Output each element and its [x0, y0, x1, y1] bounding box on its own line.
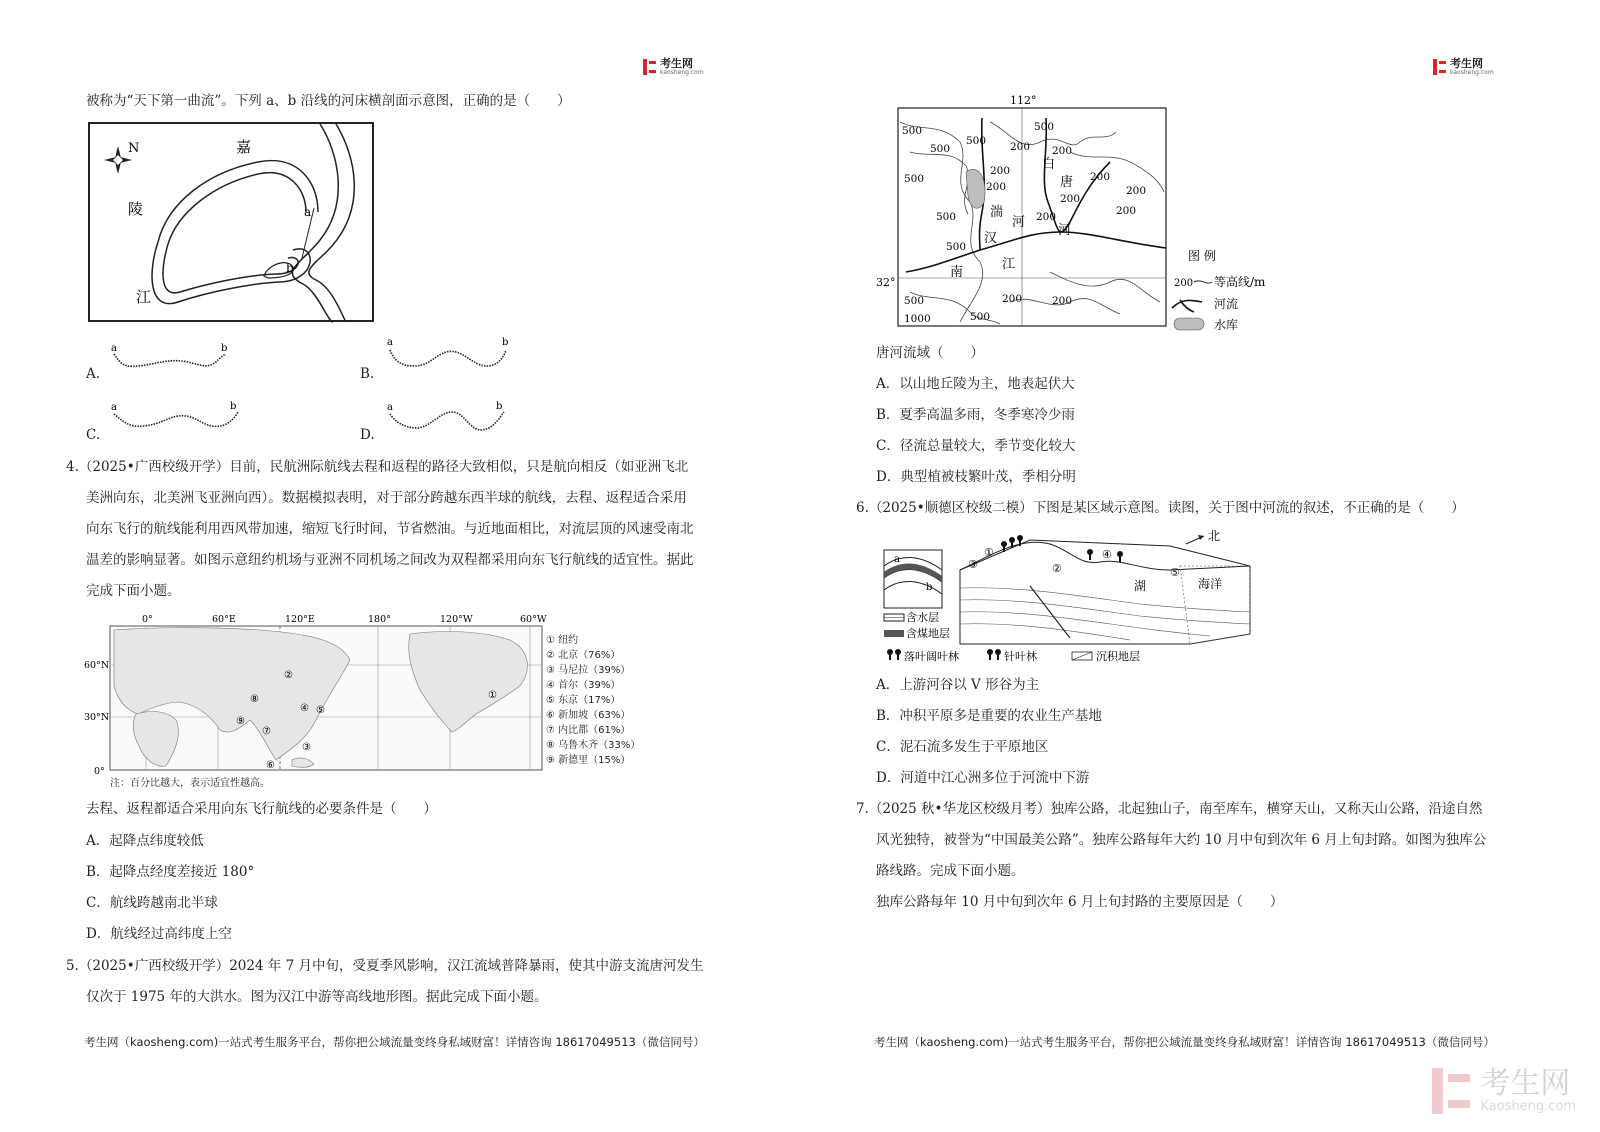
q7-stem-line-1: 7.（2025 秋•华龙区校级月考）独库公路，北起独山子，南至库车，横穿天山，又称天山公路，沿途自然	[856, 801, 1483, 817]
q4-option-d: D．航线经过高纬度上空	[86, 926, 232, 942]
svg-text:⑧: ⑧	[250, 694, 259, 705]
svg-text:④: ④	[300, 703, 309, 714]
q3-intro-line: 被称为“天下第一曲流”。下列 a、b 沿线的河床横剖面示意图，正确的是（ ）	[86, 93, 571, 109]
svg-text:0°: 0°	[94, 766, 105, 777]
svg-text:60°N: 60°N	[84, 660, 110, 671]
svg-text:200: 200	[1126, 185, 1147, 197]
svg-text:500: 500	[946, 241, 967, 253]
q4-option-b: B．起降点经度差接近 180°	[86, 864, 255, 880]
left-footer: 考生网（kaosheng.com)一站式考生服务平台，帮你把公域流量变终身私域财富！详情咨询 18617049513（微信同号）	[84, 1035, 705, 1049]
svg-text:落叶阔叶林: 落叶阔叶林	[904, 650, 959, 663]
q5-stem-line-1: 5.（2025•广西校级开学）2024 年 7 月中旬，受夏季风影响，汉江流域普降暴雨，使其中游支流唐河发生	[66, 958, 704, 974]
svg-text:120°W: 120°W	[440, 614, 473, 625]
svg-text:500: 500	[966, 135, 987, 147]
kaosheng-logo-right: 考生网 kaosheng.com	[1433, 58, 1494, 76]
q4-question: 去程、返程都适合采用向东飞行航线的必要条件是（ ）	[86, 801, 437, 817]
svg-text:200: 200	[1036, 211, 1057, 223]
svg-text:500: 500	[930, 143, 951, 155]
point-a-label: a	[304, 205, 312, 219]
q5-option-c: C．径流总量较大，季节变化较大	[876, 438, 1076, 454]
svg-text:②: ②	[284, 670, 293, 681]
svg-text:500: 500	[1034, 121, 1055, 133]
q3-option-a-label: A.	[86, 366, 101, 382]
svg-text:⑥: ⑥	[266, 760, 275, 771]
lon-112-label: 112°	[1010, 94, 1037, 107]
svg-text:水库: 水库	[1214, 318, 1239, 332]
q5-option-b: B．夏季高温多雨，冬季寒冷少雨	[876, 407, 1075, 423]
svg-text:200: 200	[1174, 278, 1194, 289]
han-river-topo-map	[870, 92, 1270, 336]
world-route-map	[80, 610, 660, 790]
svg-text:b: b	[926, 582, 933, 593]
legend-singapore: ⑥ 新加坡（63%）	[546, 710, 631, 721]
svg-text:a: a	[387, 402, 393, 413]
svg-text:①: ①	[488, 690, 497, 701]
svg-text:500: 500	[936, 211, 957, 223]
q5-option-a: A．以山地丘陵为主，地表起伏大	[876, 376, 1075, 392]
left-page: 考生网 kaosheng.com 被称为“天下第一曲流”。下列 a、b 沿线的河床横剖面示意图，正确的是（ ） N 嘉 陵 江 a b A. a b B. a b C. a b D. a b 4.（2025•广西校级开学）目前，民航洲际航线去程和返程的路径大致相似，只是航向相反（如亚洲飞北 美洲向东，北美洲飞亚洲向西）。数据模拟表明，对于部分跨越东西半球的航线，去程、返程适合采用 向东飞行的航线能利用西风带加速，缩短飞行时间，节省燃油。与近地面相比，对流层顶的风速受南北 温差的影响显著。如图示意纽约机场与亚洲不同机场之间改为双程都采用向东飞行航线的适宜性。据此 完成下面小题。 0° 60°E 120°E 180° 120°W 60°W 60°N 30°N 0° ① ② ③ ④ ⑤ ⑥ ⑦ ⑧ ⑨ ① 纽约 ② 北京（76%） ③ 马尼拉（39%） ④ 首尔（39%） ⑤ 东京（17%） ⑥ 新加坡（63%） ⑦ 内比都（61%） ⑧ 乌鲁木齐（33%） ⑨ 新德里（15%） 注：百分比越大，表示适宜性越高。 去程、返程都适合采用向东飞行航线的必要条件是（ ） A．起降点纬度较低 B．起降点经度差接近 180° C．航线跨越南北半球 D．航线经过高纬度上空 5.（2025•广西校级开学）2024 年 7 月中旬，受夏季风影响，汉江流域普降暴雨，使其中游支流唐河发生 仅次于 1975 年的大洪水。图为汉江中游等高线地形图。据此完成下面小题。 考生网（kaosheng.com)一站式考生服务平台，帮你把公域流量变终身私域财富！详情咨询 18617049513（微信同号）	[66, 57, 705, 1049]
q6-option-b: B．冲积平原多是重要的农业生产基地	[876, 708, 1102, 724]
svg-text:汉: 汉	[984, 231, 998, 246]
svg-text:200: 200	[1090, 171, 1111, 183]
map-char-jia: 嘉	[236, 138, 252, 156]
svg-text:含水层: 含水层	[906, 611, 939, 624]
north-label: N	[128, 141, 140, 156]
svg-text:30°N: 30°N	[84, 712, 110, 723]
svg-text:200: 200	[1116, 205, 1137, 217]
kaosheng-logo-icon	[1433, 59, 1447, 75]
q3-option-b-label: B.	[360, 366, 375, 382]
svg-text:⑤: ⑤	[1170, 566, 1180, 579]
kaosheng-logo: 考生网 kaosheng.com	[643, 58, 704, 76]
svg-text:200: 200	[1052, 295, 1073, 307]
svg-text:200: 200	[1002, 293, 1023, 305]
svg-text:图 例: 图 例	[1188, 249, 1216, 263]
svg-text:180°: 180°	[368, 614, 391, 625]
svg-text:湍: 湍	[990, 205, 1004, 220]
svg-text:③: ③	[968, 558, 978, 571]
legend-seoul: ④ 首尔（39%）	[546, 680, 621, 691]
legend-tokyo: ⑤ 东京（17%）	[546, 695, 621, 706]
svg-text:河: 河	[1012, 215, 1026, 230]
map-char-jiang: 江	[136, 288, 152, 306]
map-note: 注：百分比越大，表示适宜性越高。	[110, 778, 270, 789]
svg-text:60°E: 60°E	[212, 614, 236, 625]
kaosheng-watermark: 考生网 Kaosheng.com	[1432, 1068, 1576, 1114]
lat-32-label: 32°	[876, 276, 896, 289]
svg-text:⑨: ⑨	[236, 716, 245, 727]
svg-text:针叶林: 针叶林	[1004, 650, 1037, 663]
legend-new-york: ① 纽约	[546, 635, 579, 646]
svg-text:0°: 0°	[142, 614, 153, 625]
svg-text:500: 500	[904, 173, 925, 185]
svg-text:120°E: 120°E	[285, 614, 315, 625]
block-diagram-graphic	[880, 526, 1260, 670]
svg-text:①: ①	[984, 546, 994, 559]
svg-text:200: 200	[1010, 141, 1031, 153]
svg-text:200: 200	[1060, 193, 1081, 205]
right-page	[800, 0, 1600, 1132]
svg-text:b: b	[230, 401, 237, 412]
q3-option-c-profile	[108, 398, 248, 438]
svg-text:湖: 湖	[1134, 579, 1147, 593]
svg-text:②: ②	[1052, 562, 1062, 575]
svg-text:500: 500	[904, 295, 925, 307]
svg-text:500: 500	[902, 125, 923, 137]
q5-option-d: D．典型植被枝繁叶茂，季相分明	[876, 469, 1076, 485]
q3-option-b-profile	[384, 336, 514, 378]
svg-text:江: 江	[1002, 257, 1016, 272]
svg-text:⑤: ⑤	[316, 705, 325, 716]
legend-new-delhi: ⑨ 新德里（15%）	[546, 755, 631, 766]
svg-text:a: a	[894, 554, 900, 565]
svg-text:a: a	[387, 337, 393, 348]
svg-text:唐: 唐	[1060, 175, 1074, 190]
svg-text:⑦: ⑦	[262, 726, 271, 737]
q7-question: 独库公路每年 10 月中旬到次年 6 月上旬封路的主要原因是（ ）	[876, 894, 1284, 910]
svg-text:含煤地层: 含煤地层	[906, 627, 950, 640]
q4-option-c: C．航线跨越南北半球	[86, 895, 218, 911]
svg-text:沉积地层: 沉积地层	[1096, 650, 1140, 663]
svg-text:200: 200	[986, 181, 1007, 193]
svg-text:b: b	[502, 337, 509, 348]
q4-option-a: A．起降点纬度较低	[86, 833, 204, 849]
legend-urumqi: ⑧ 乌鲁木齐（33%）	[546, 740, 641, 751]
svg-text:海洋: 海洋	[1198, 577, 1223, 591]
map-char-ling: 陵	[128, 200, 144, 218]
kaosheng-logo-icon	[643, 59, 657, 75]
svg-text:南: 南	[950, 265, 964, 280]
q3-option-c-label: C.	[86, 427, 101, 443]
svg-text:1000: 1000	[904, 313, 931, 325]
svg-text:白: 白	[1042, 157, 1056, 172]
svg-text:b: b	[221, 343, 228, 354]
legend-naypyidaw: ⑦ 内比都（61%）	[546, 725, 631, 736]
svg-text:200: 200	[990, 165, 1011, 177]
q6-option-a: A．上游河谷以 V 形谷为主	[876, 677, 1040, 693]
q5-question: 唐河流域（ ）	[876, 345, 984, 361]
legend-beijing: ② 北京（76%）	[546, 650, 621, 661]
q6-stem: 6.（2025•顺德区校级二模）下图是某区域示意图。读图，关于图中河流的叙述，不正确的是（ ）	[856, 500, 1465, 516]
svg-text:60°W: 60°W	[520, 614, 547, 625]
q7-stem-line-2: 风光独特，被誉为“中国最美公路”。独库公路每年大约 10 月中旬到次年 6 月上旬封路。如图为独库公	[876, 832, 1487, 848]
region-block-diagram	[880, 526, 1260, 670]
svg-text:a: a	[111, 343, 117, 354]
legend-manila: ③ 马尼拉（39%）	[546, 665, 631, 676]
svg-text:500: 500	[970, 311, 991, 323]
point-b-label: b	[286, 261, 294, 275]
svg-text:④: ④	[1102, 548, 1112, 561]
q6-option-c: C．泥石流多发生于平原地区	[876, 739, 1049, 755]
svg-text:河: 河	[1058, 223, 1072, 238]
kaosheng-watermark-icon	[1432, 1068, 1472, 1114]
right-footer: 考生网（kaosheng.com)一站式考生服务平台，帮你把公域流量变终身私域财富！详情咨询 18617049513（微信同号）	[874, 1035, 1495, 1049]
svg-text:河流: 河流	[1214, 297, 1239, 311]
q6-option-d: D．河道中江心洲多位于河流中下游	[876, 770, 1090, 786]
topo-legend	[1172, 248, 1266, 332]
svg-text:北: 北	[1208, 529, 1221, 543]
q5-stem-line-2: 仅次于 1975 年的大洪水。图为汉江中游等高线地形图。据此完成下面小题。	[86, 989, 548, 1005]
q7-stem-line-3: 路线路。完成下面小题。	[876, 863, 1025, 879]
jialing-river-map	[88, 122, 376, 324]
svg-text:a: a	[111, 402, 117, 413]
q3-option-a-profile	[108, 342, 238, 378]
svg-text:③: ③	[302, 742, 311, 753]
svg-text:200: 200	[1052, 145, 1073, 157]
svg-text:b: b	[496, 401, 503, 412]
q3-option-d-label: D.	[360, 427, 375, 443]
q3-option-d-profile	[384, 398, 514, 440]
svg-text:等高线/m: 等高线/m	[1214, 275, 1266, 289]
